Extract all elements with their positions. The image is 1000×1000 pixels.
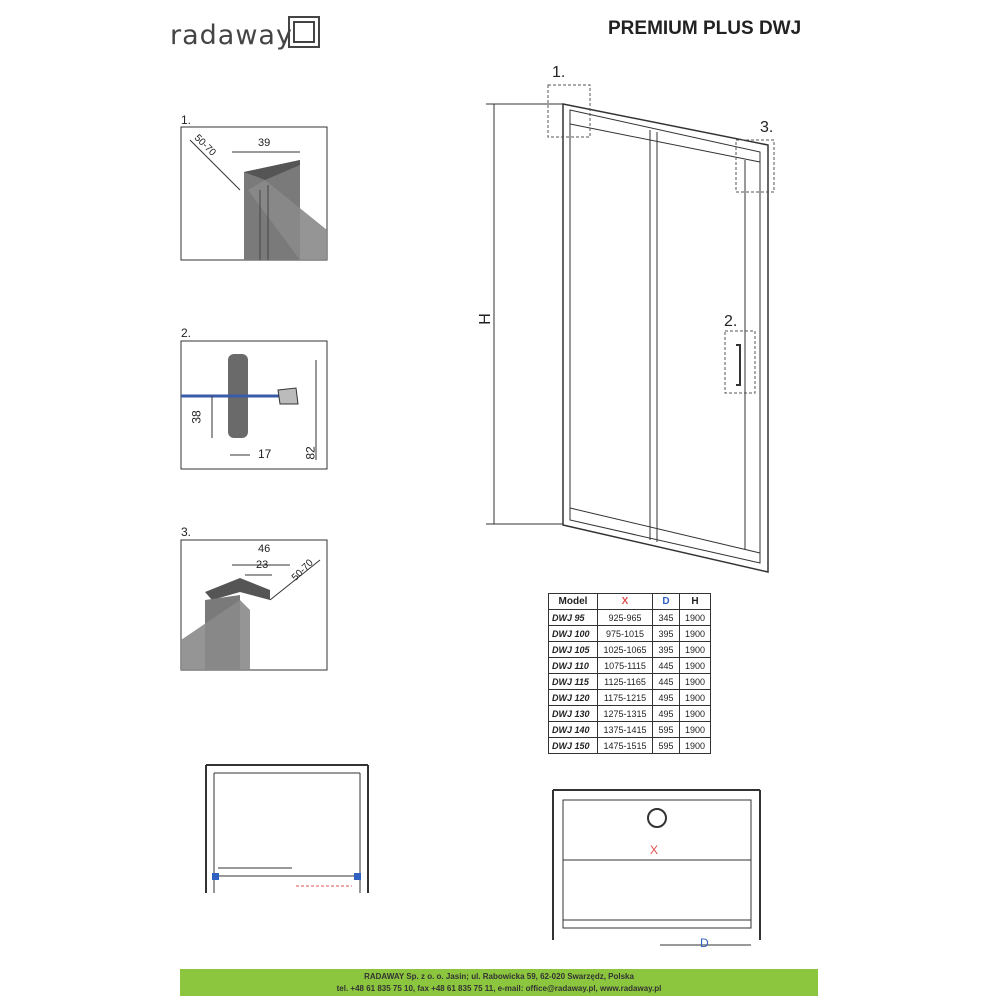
detail-2-label: 2.: [181, 326, 192, 340]
cell-model: DWJ 140: [549, 722, 598, 738]
cell-h: 1900: [680, 626, 711, 642]
cell-model: DWJ 95: [549, 610, 598, 626]
footer-contact: tel. +48 61 835 75 10, fax +48 61 835 75 11, e-mail: office@radaway.pl, www.radaway.pl: [336, 984, 662, 993]
table-row: [549, 610, 711, 626]
cell-d: 595: [653, 722, 680, 738]
table-header-row: [549, 594, 711, 610]
cell-d: 345: [653, 610, 680, 626]
col-d: D: [653, 594, 680, 610]
table-row: [549, 738, 711, 754]
cell-d: 395: [653, 642, 680, 658]
table-row: [549, 722, 711, 738]
cell-model: DWJ 110: [549, 658, 598, 674]
cell-h: 1900: [680, 658, 711, 674]
table-row: [549, 690, 711, 706]
plan-view-left: [206, 765, 368, 893]
detail-3-dim-c: 50-70: [289, 557, 316, 584]
table-row: [549, 658, 711, 674]
cell-x: 975-1015: [598, 626, 653, 642]
model-dimensions-table: [548, 593, 711, 754]
callout-1-label: 1.: [552, 64, 566, 81]
cell-h: 1900: [680, 722, 711, 738]
detail-2-dim-b: 17: [258, 447, 272, 461]
col-x: X: [598, 594, 653, 610]
table-row: [549, 706, 711, 722]
cell-x: 1125-1165: [598, 674, 653, 690]
detail-1-label: 1.: [181, 113, 192, 127]
cell-model: DWJ 115: [549, 674, 598, 690]
table-row: [549, 674, 711, 690]
cell-x: 1175-1215: [598, 690, 653, 706]
callout-3-label: 3.: [760, 119, 774, 136]
detail-2-dim-c: 82: [303, 446, 318, 460]
brand-logo-text: radaway: [170, 20, 293, 51]
cell-d: 495: [653, 706, 680, 722]
cell-x: 1275-1315: [598, 706, 653, 722]
cell-x: 1075-1115: [598, 658, 653, 674]
plan-depth-label: D: [700, 936, 709, 950]
cell-d: 445: [653, 674, 680, 690]
cell-d: 395: [653, 626, 680, 642]
cell-h: 1900: [680, 738, 711, 754]
product-title: PREMIUM PLUS DWJ: [608, 18, 802, 39]
cell-x: 1025-1065: [598, 642, 653, 658]
cell-h: 1900: [680, 706, 711, 722]
footer-address: RADAWAY Sp. z o. o. Jasin; ul. Rabowicka 59, 62-020 Swarzędz, Polska: [364, 972, 634, 981]
cell-model: DWJ 150: [549, 738, 598, 754]
brand-logo-icon: [289, 17, 319, 47]
height-label: H: [476, 313, 494, 325]
cell-x: 925-965: [598, 610, 653, 626]
table-row: [549, 626, 711, 642]
col-model: Model: [549, 594, 598, 610]
footer-bar: [180, 969, 818, 996]
detail-2-dim-a: 38: [189, 410, 204, 424]
cell-model: DWJ 100: [549, 626, 598, 642]
cell-h: 1900: [680, 674, 711, 690]
cell-model: DWJ 130: [549, 706, 598, 722]
plan-width-label: X: [650, 843, 659, 857]
cell-model: DWJ 120: [549, 690, 598, 706]
cell-h: 1900: [680, 610, 711, 626]
detail-1-dim-b: 39: [258, 137, 271, 149]
table-row: [549, 642, 711, 658]
detail-1-dim-a: 50-70: [191, 132, 218, 159]
callout-2-label: 2.: [724, 313, 738, 330]
detail-3-dim-b: 23: [256, 559, 269, 571]
cell-h: 1900: [680, 690, 711, 706]
cell-d: 595: [653, 738, 680, 754]
detail-3-label: 3.: [181, 525, 192, 539]
cell-h: 1900: [680, 642, 711, 658]
detail-3-dim-a: 46: [258, 543, 271, 555]
cell-x: 1375-1415: [598, 722, 653, 738]
plan-view-right: [553, 790, 760, 945]
cell-model: DWJ 105: [549, 642, 598, 658]
cell-x: 1475-1515: [598, 738, 653, 754]
cell-d: 495: [653, 690, 680, 706]
cell-d: 445: [653, 658, 680, 674]
col-h: H: [680, 594, 711, 610]
